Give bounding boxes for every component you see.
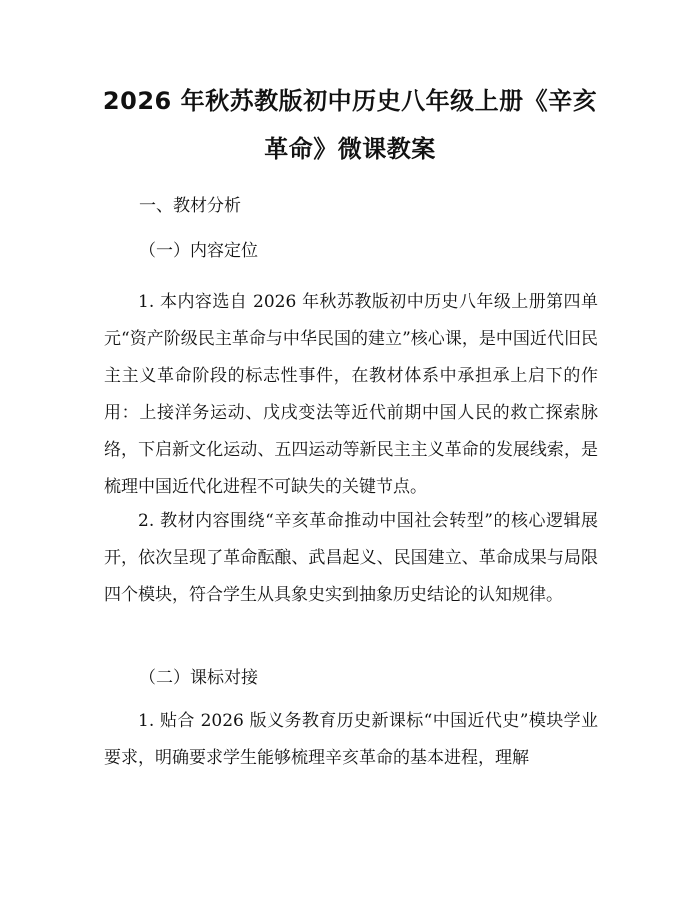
subsection-heading-content-positioning: （一）内容定位 [139,241,258,261]
paragraph-curriculum-alignment-1: 1. 贴合 2026 版义务教育历史新课标“中国近代史”模块学业要求，明确要求学生能够梳理辛亥革命的基本进程，理解 [104,711,598,768]
section-heading-textbook-analysis: 一、教材分析 [139,196,241,216]
document-title-line-1: 2026 年秋苏教版初中历史八年级上册《辛亥 [102,87,598,115]
document-title-line-2: 革命》微课教案 [264,135,436,163]
paragraph-content-positioning-2: 2. 教材内容围绕“辛亥革命推动中国社会转型”的核心逻辑展开，依次呈现了革命酝酿、武昌起义、民国建立、革命成果与局限四个模块，符合学生从具象史实到抽象历史结论的认知规律。 [104,511,598,605]
subsection-heading-curriculum-alignment: （二）课标对接 [139,668,258,688]
paragraph-content-positioning-1: 1. 本内容选自 2026 年秋苏教版初中历史八年级上册第四单元“资产阶级民主革命与中华民国的建立”核心课，是中国近代旧民主主义革命阶段的标志性事件，在教材体系中承担承上启下的作用：上接洋务运动、戊戌变法等近代前期中国人民的救亡探索脉络，下启新文化运动、五四运动等新民主主义革命的发展线索，是梳理中国近代化进程不可缺失的关键节点。 [104,292,598,497]
